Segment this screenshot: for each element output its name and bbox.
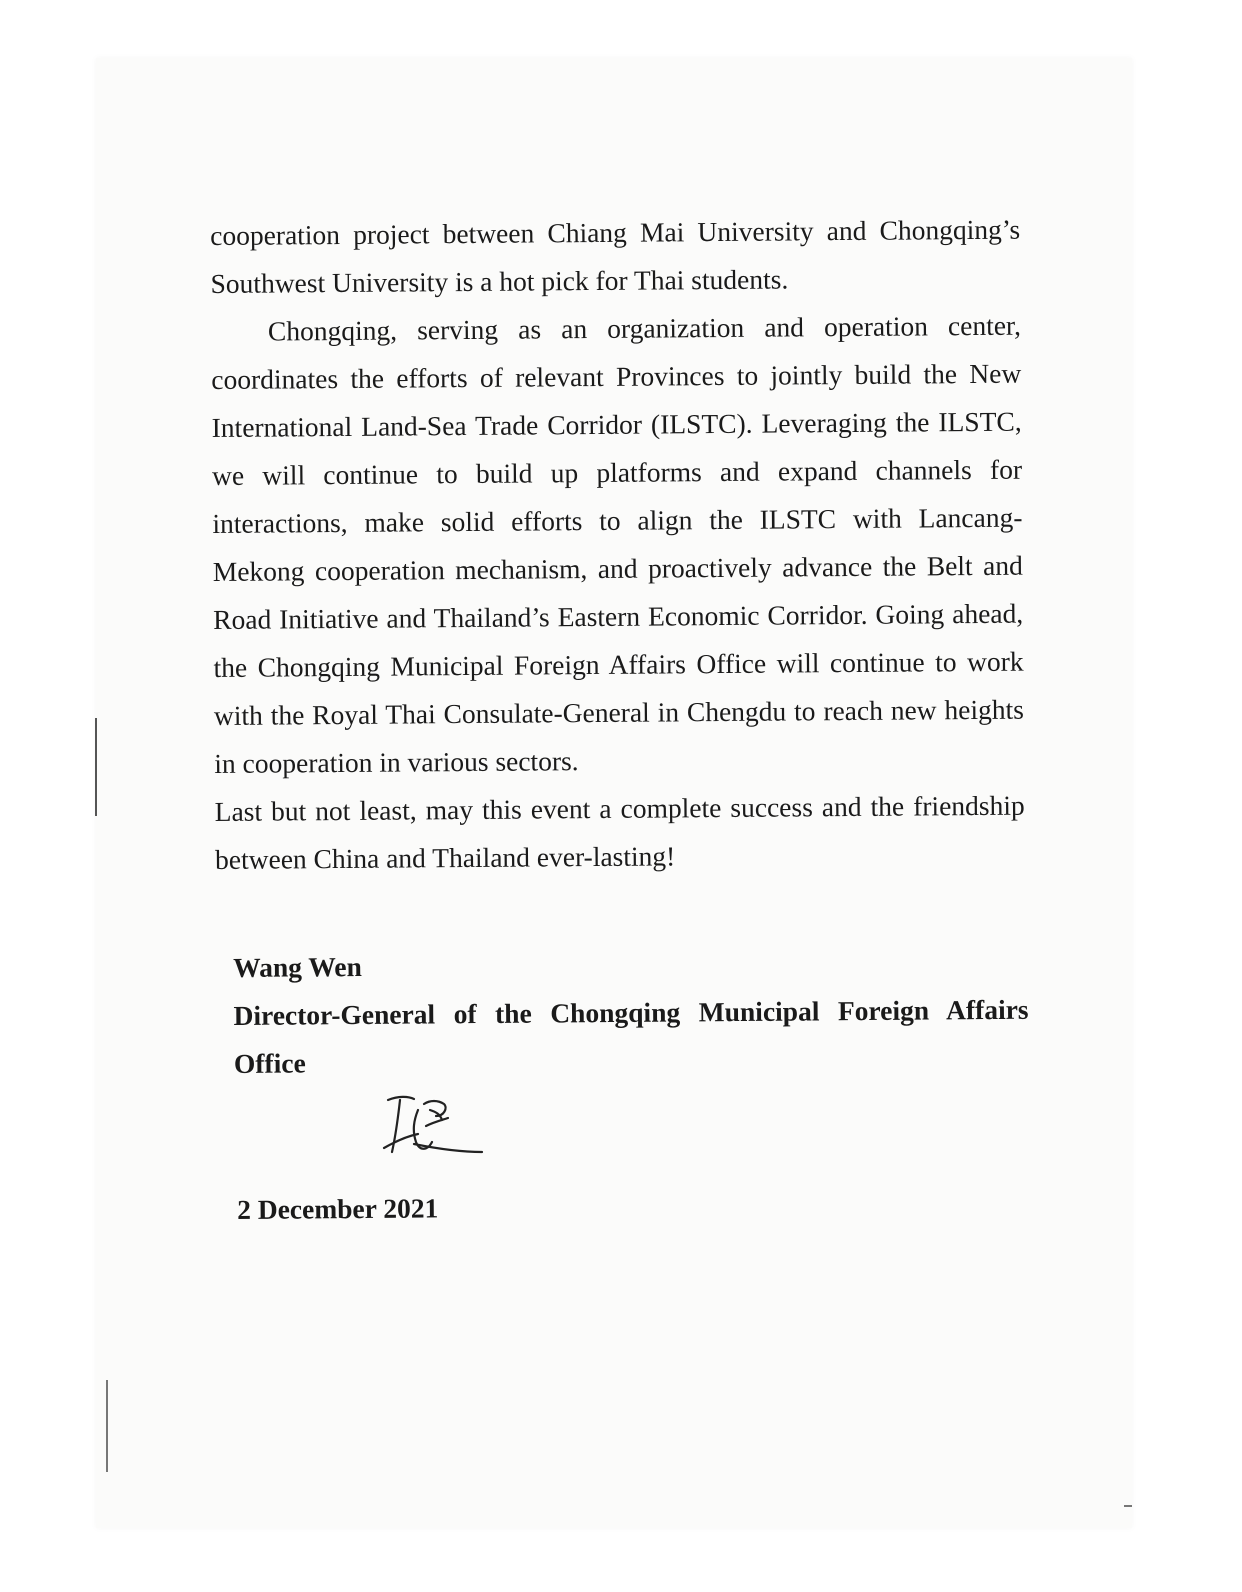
scan-edge-mark-top (95, 718, 97, 816)
scan-edge-mark-bottom (106, 1380, 108, 1472)
body-paragraph-2: Chongqing, serving as an organization and operation center, coordinates the efforts of relevant Provinces to jointly build the New International Land-Sea Trade Corridor (ILSTC). Leveraging the ILSTC, we will continue to build up platforms and expand channels for interactions, make solid efforts to align the ILSTC with Lancang-Mekong cooperation mechanism, and proactively advance the Belt and Road Initiative and Thailand’s Eastern Economic Corridor. Going ahead, the Chongqing Municipal Foreign Affairs Office will continue to work with the Royal Thai Consulate-General in Chengdu to reach new heights in cooperation in various sectors. (211, 309, 1025, 779)
body-paragraph-3: Last but not least, may this event a complete success and the friendship between China and Thailand ever-lasting! (214, 789, 1025, 875)
handwritten-signature (378, 1090, 488, 1162)
body-paragraph-1: cooperation project between Chiang Mai University and Chongqing’s Southwest University is a hot pick for Thai students. (210, 213, 1021, 299)
letter-body (210, 206, 1025, 884)
scan-edge-mark-corner (1124, 1505, 1132, 1507)
signatory-name: Wang Wen (233, 950, 362, 983)
letter-date: 2 December 2021 (237, 1192, 439, 1225)
signature-block (233, 938, 1034, 1088)
signatory-title: Director-General of the Chongqing Municipal Foreign Affairs Office (233, 993, 1029, 1079)
